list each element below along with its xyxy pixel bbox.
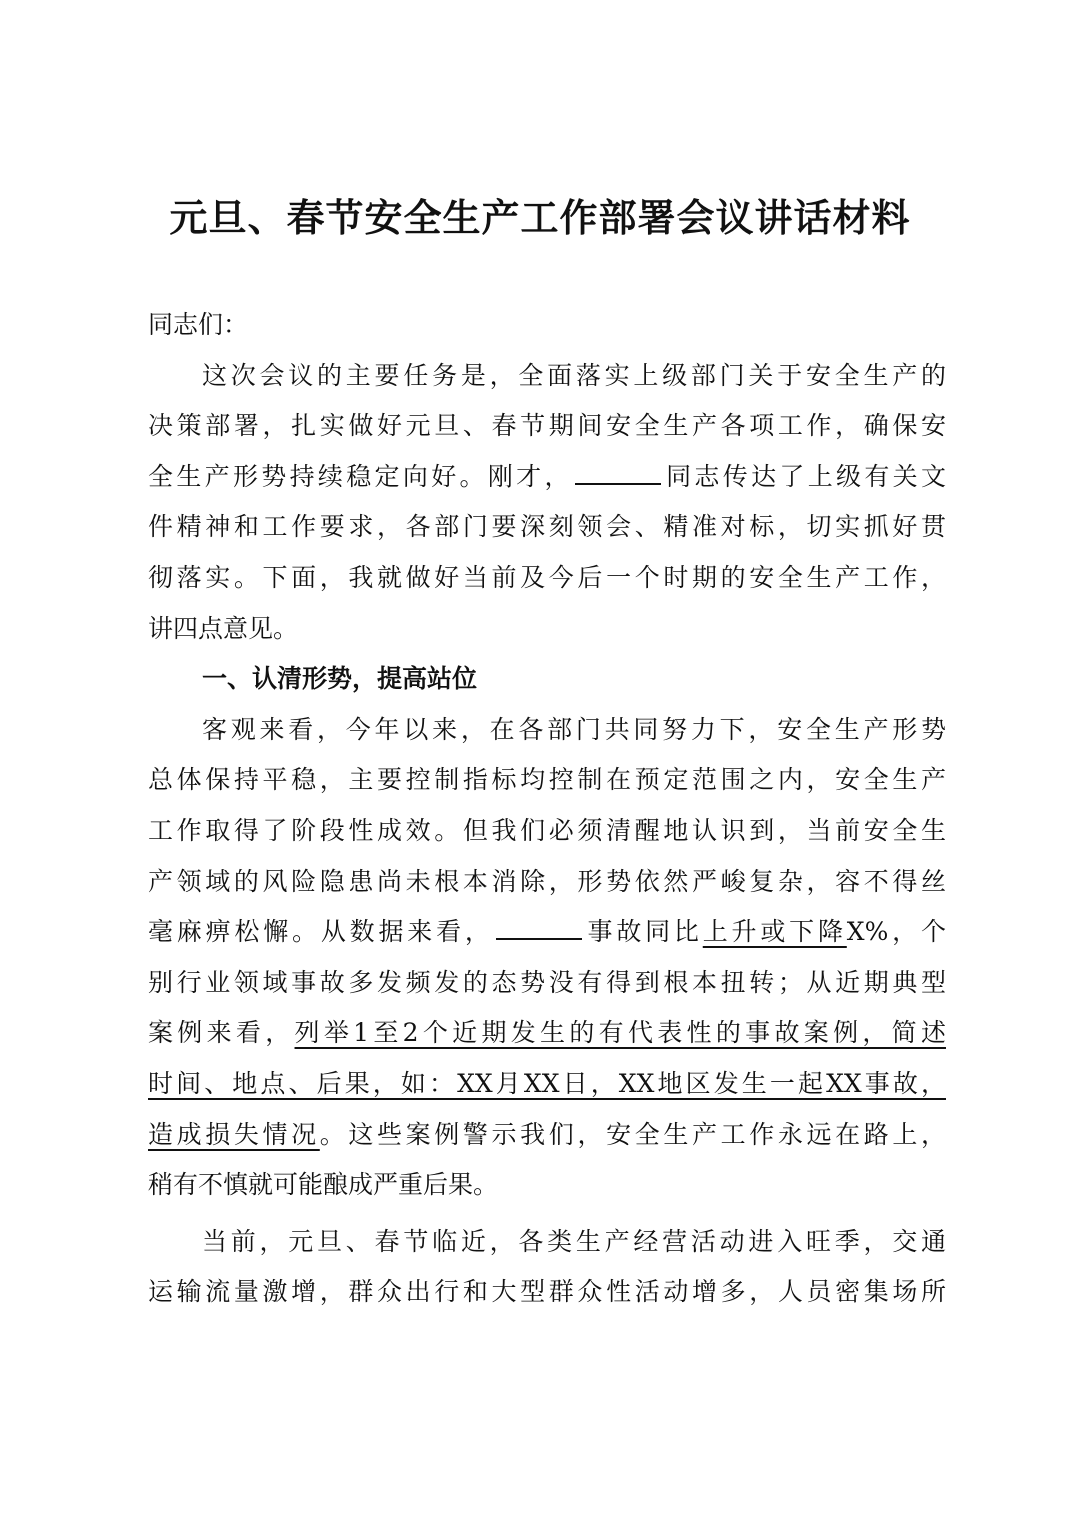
text-segment: 。这些案例警示我们，安全生产工作永远在路上， [319,1119,946,1149]
text-line [148,300,946,351]
fill-in-blank [575,459,661,485]
underlined-placeholder-text: 时间、地点、后果，如：XX月XX日，XX地区发生一起XX事故， [148,1068,946,1098]
text-segment: 客观来看，今年以来，在各部门共同努力下，安全生产形势 [202,714,946,744]
text-line [148,452,946,503]
text-segment: 案例来看， [148,1018,295,1048]
text-segment: 件精神和工作要求，各部门要深刻领会、精准对标，切实抓好贯 [148,512,946,542]
text-line [148,958,946,1009]
text-line [148,604,946,655]
text-segment: 彻落实。下面，我就做好当前及今后一个时期的安全生产工作， [148,562,946,592]
text-line [148,1217,946,1268]
text-line [148,705,946,756]
text-line [148,1267,946,1318]
text-segment: 工作取得了阶段性成效。但我们必须清醒地认识到，当前安全生 [148,815,946,845]
text-segment: 全生产形势持续稳定向好。刚才， [148,461,573,491]
text-segment: 别行业领域事故多发频发的态势没有得到根本扭转；从近期典型 [148,967,946,997]
text-line [148,351,946,402]
underlined-placeholder-text: 列举1至2个近期发生的有代表性的事故案例，简述 [294,1018,946,1048]
text-line [148,553,946,604]
text-segment: 讲四点意见。 [148,613,299,643]
text-segment: 决策部署，扎实做好元旦、春节期间安全生产各项工作，确保安 [148,411,946,441]
document-title: 元旦、春节安全生产工作部署会议讲话材料 [169,195,911,240]
text-segment: 事故同比 [583,917,703,947]
text-line [148,502,946,553]
section-heading [148,654,946,705]
text-segment: 运输流量激增，群众出行和大型群众性活动增多，人员密集场所 [148,1277,946,1307]
text-line [148,1059,946,1110]
text-line [148,806,946,857]
fill-in-blank [496,914,582,940]
text-segment: 总体保持平稳，主要控制指标均控制在预定范围之内，安全生产 [148,765,946,795]
text-line [148,755,946,806]
document-body [148,300,946,1318]
text-line [148,1008,946,1059]
text-line [148,1160,946,1211]
text-segment: 同志传达了上级有关文 [662,461,946,491]
text-segment: 稍有不慎就可能酿成严重后果。 [148,1170,499,1200]
text-line [148,857,946,908]
text-segment: 这次会议的主要任务是，全面落实上级部门关于安全生产的 [202,360,946,390]
text-line [148,1110,946,1161]
text-line [148,907,946,958]
underlined-placeholder-text: 上升或下降 [702,917,847,947]
text-line [148,401,946,452]
underlined-placeholder-text: 造成损失情况 [148,1119,320,1149]
text-segment: 同志们： [148,310,249,339]
text-segment: 毫麻痹松懈。从数据来看， [148,917,494,947]
text-segment: 当前，元旦、春节临近，各类生产经营活动进入旺季，交通 [202,1226,946,1256]
text-segment: X%，个 [846,917,946,947]
text-segment: 一、认清形势，提高站位 [202,664,478,694]
text-segment: 产领域的风险隐患尚未根本消除，形势依然严峻复杂，容不得丝 [148,866,946,896]
